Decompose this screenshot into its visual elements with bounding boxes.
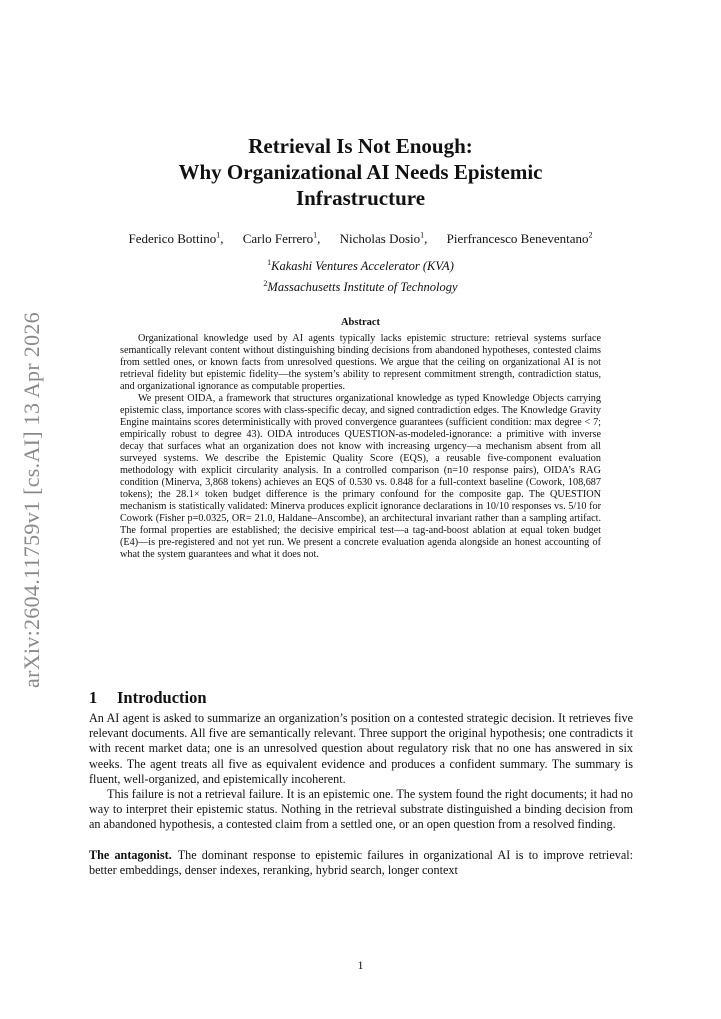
- author-affiliation-mark: 1: [216, 231, 221, 240]
- affiliation-number: 2: [263, 279, 268, 289]
- title-line-3: Infrastructure: [295, 186, 426, 210]
- section-title: Introduction: [117, 688, 207, 707]
- paragraph-title: The antagonist.: [89, 847, 172, 862]
- affiliation: [90, 275, 631, 296]
- arxiv-identifier: arXiv:2604.11759v1 [cs.AI] 13 Apr 2026: [19, 312, 44, 688]
- author-name: Federico Bottino: [128, 231, 217, 247]
- arxiv-sidebar: [12, 300, 52, 700]
- title-line-2: Why Organizational AI Needs Epistemic: [178, 160, 543, 184]
- author: Federico Bottino$^1$,: [128, 231, 224, 247]
- affiliation: [90, 254, 631, 275]
- abstract-paragraph: We present OIDA, a framework that structures organizational knowledge as typed Knowledge Objects carrying epistemic class, importance scores with class-specific decay, and signed contradiction edges. The Knowledge Gravity Engine maintains scores deterministically with proved convergence guarantees (sufficient condition: max degree < 7; empirically robust to degree 43). OIDA introduces QUESTION-as-modeled-ignorance: a primitive with inverse decay that surfaces what an organization does not know with increasing urgency—a mechanism absent from all surveyed systems. We describe the Epistemic Quality Score (EQS), a reusable five-component evaluation methodology with explicit circularity analysis. In a controlled comparison (n=10 response pairs), OIDA’s RAG condition (Minerva, 3,868 tokens) achieves an EQS of 0.530 vs. 0.848 for a full-context baseline (Cowork, 108,687 tokens); the 28.1× token budget difference is the primary confound for the composite gap. The QUESTION mechanism is statistically validated: Minerva produces explicit ignorance declarations in 10/10 responses vs. 5/10 for Cowork (Fisher p=0.0325, OR= 21.0, Haldane–Anscombe), an architectural invariant rather than a sampling artifact. The formal properties are established; the decisive empirical test—a tag-and-boost ablation at equal token budget (E4)—is pre-registered and not yet run. We present a concrete evaluation agenda alongside an honest accounting of what the system guarantees and what it does not.: [120, 393, 601, 560]
- page-number: 1: [357, 958, 364, 972]
- author: [447, 231, 593, 246]
- section-heading: [89, 688, 207, 708]
- abstract-body: [120, 333, 601, 561]
- paper-title: [90, 133, 631, 211]
- author-name: Pierfrancesco Beneventano: [446, 231, 589, 247]
- affiliation-list: [90, 254, 631, 296]
- body-paragraph: This failure is not a retrieval failure. It is an epistemic one. The system found the right documents; it had no way to interpret their epistemic status. Nothing in the retrieval substrate distinguished a binding decision from an abandoned hypothesis, a contested claim from a settled one, or an open question from a resolved finding.: [89, 787, 633, 832]
- title-line-1: Retrieval Is Not Enough:: [248, 134, 473, 158]
- author: Carlo Ferrero$^1$,: [242, 231, 321, 247]
- author-list: [90, 231, 631, 247]
- author-name: Carlo Ferrero: [242, 231, 314, 247]
- body-paragraph: [89, 848, 633, 878]
- author-affiliation-mark: 1: [313, 231, 318, 240]
- author-affiliation-mark: 1: [420, 231, 425, 240]
- abstract-paragraph: Organizational knowledge used by AI agents typically lacks epistemic structure: retrieval systems surface semantically relevant content without distinguishing binding decisions from abandoned hypotheses, contested claims from settled ones, or known facts from unresolved questions. We argue that the ceiling on organizational AI is not retrieval fidelity but epistemic fidelity—the system’s ability to represent commitment strength, contradiction status, and organizational ignorance as computable properties.: [120, 333, 601, 392]
- section-body: [89, 711, 633, 878]
- author: Nicholas Dosio$^1$,: [339, 231, 428, 247]
- affiliation-name: Massachusetts Institute of Technology: [267, 280, 458, 295]
- body-paragraph: An AI agent is asked to summarize an organization’s position on a contested strategic decision. It retrieves five relevant documents. All five are semantically relevant. Three support the original hypothesis; one contradicts it with recent market data; one is an unresolved question about regulatory risk that no one has answered in six weeks. The agent treats all five as equivalent evidence and produces a confident summary. The summary is fluent, well-organized, and epistemically incoherent.: [89, 711, 633, 786]
- author-name: Nicholas Dosio: [339, 231, 421, 247]
- paragraph-text: The dominant response to epistemic failures in organizational AI is to improve retrieval: better embeddings, denser indexes, reranking, hybrid search, longer context: [89, 847, 634, 877]
- affiliation-name: Kakashi Ventures Accelerator (KVA): [271, 259, 454, 274]
- affiliation-number: 1: [267, 258, 272, 267]
- abstract-heading: Abstract: [340, 317, 381, 328]
- section-number: 1: [89, 688, 98, 707]
- author-affiliation-mark: 2: [588, 231, 593, 240]
